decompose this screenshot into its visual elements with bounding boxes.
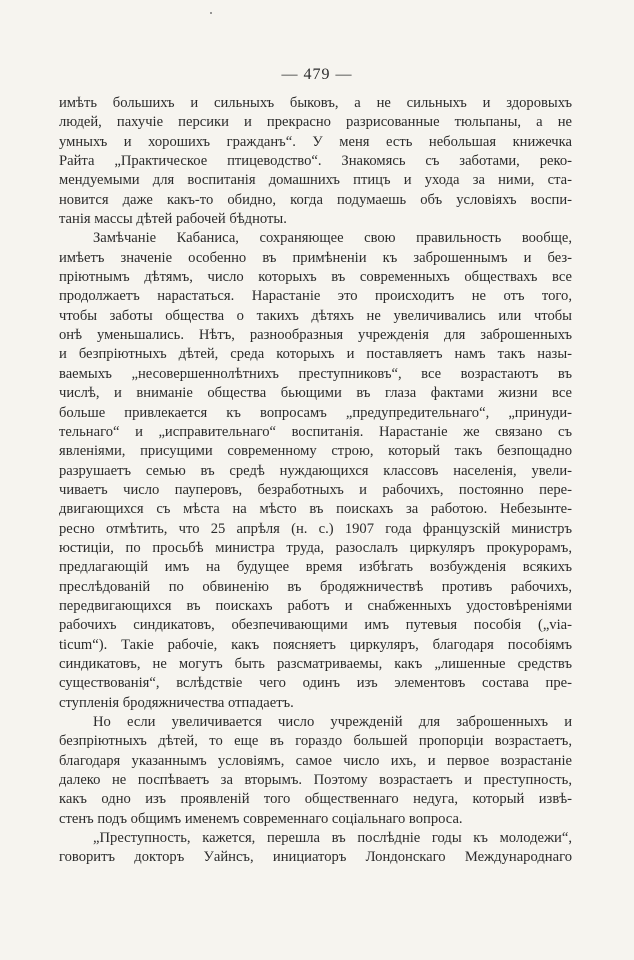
text-line: Райта „Практическое птицеводство“. Знакомясь съ заботами, реко- bbox=[59, 153, 572, 170]
text-line: разрушаетъ семью въ средѣ нуждающихся классовъ населенія, увели- bbox=[59, 462, 572, 479]
text-line: Замѣчаніе Кабаниса, сохраняющее свою правильность вообще, bbox=[93, 230, 572, 247]
text-line: „Преступность, кажется, перешла въ послѣдніе годы къ молодежи“, bbox=[93, 830, 572, 847]
text-line: пріютнымъ дѣтямъ, число которыхъ въ современныхъ обществахъ все bbox=[59, 269, 572, 286]
text-line: чиваетъ число пауперовъ, безработныхъ и рабочихъ, постоянно пере- bbox=[59, 481, 572, 498]
text-line: ticum“). Такіе рабочіе, какъ поясняетъ циркуляръ, благодаря пособіямъ bbox=[59, 636, 572, 653]
text-line: имѣть большихъ и сильныхъ быковъ, а не сильныхъ и здоровыхъ bbox=[59, 95, 572, 111]
text-line: имѣетъ значеніе особенно въ примѣненіи къ заброшеннымъ и без- bbox=[59, 249, 572, 266]
text-line: чтобы заботы общества о такихъ дѣтяхъ не увеличивались или чтобы bbox=[59, 307, 572, 324]
text-line: тельнаго“ и „исправительнаго“ воспитанія. Нарастаніе же связано съ bbox=[59, 423, 572, 440]
text-line: числѣ, и вниманіе общества бьющими въ глаза фактами жизни все bbox=[59, 385, 572, 402]
text-line: танія массы дѣтей рабочей бѣдноты. bbox=[59, 211, 287, 228]
text-line: говоритъ докторъ Уайнсъ, инициаторъ Лондонскаго Международнаго bbox=[59, 849, 572, 866]
text-line: онѣ уменьшались. Нѣтъ, разнообразныя учрежденія для заброшенныхъ bbox=[59, 327, 572, 344]
text-line: преслѣдованій по обвиненію въ бродяжничествѣ противъ рабочихъ, bbox=[59, 578, 572, 595]
text-line: умныхъ и хорошихъ гражданъ“. У меня есть небольшая книжечка bbox=[59, 133, 572, 150]
text-line: рабочихъ синдикатовъ, обезпечивающими имъ путевыя пособія („via- bbox=[59, 617, 572, 634]
text-line: и безпріютныхъ дѣтей, среда которыхъ и поставляетъ намъ такъ назы- bbox=[59, 346, 572, 363]
text-line: какъ одно изъ проявленій того общественнаго недуга, который извѣ- bbox=[59, 791, 572, 808]
text-line: ресно отмѣтить, что 25 апрѣля (н. с.) 1907 года французскій министръ bbox=[59, 520, 572, 537]
text-line: синдикатовъ, не могутъ быть разсматриваемы, какъ „лишенные средствъ bbox=[59, 655, 572, 672]
text-line: юстиціи, по просьбѣ министра труда, разослалъ циркуляръ прокурорамъ, bbox=[59, 539, 572, 556]
text-line: больше привлекается къ вопросамъ „предупредительнаго“, „принуди- bbox=[59, 404, 572, 421]
text-line: продолжаетъ нарастаться. Нарастаніе это происходитъ не отъ того, bbox=[59, 288, 572, 305]
text-line: стенъ подъ общимъ именемъ современнаго соціальнаго вопроса. bbox=[59, 810, 463, 827]
text-line: новится даже какъ-то обидно, когда подумаешь объ условіяхъ воспи- bbox=[59, 191, 572, 208]
text-line: передвигающихся въ поискахъ работъ и снабженныхъ удостовѣреніями bbox=[59, 597, 572, 614]
text-line: двигающихся съ мѣста на мѣсто въ поискахъ за работою. Небезынте- bbox=[59, 501, 572, 518]
text-line: далеко не поспѣваетъ за вторымъ. Поэтому возрастаетъ и преступность, bbox=[59, 772, 572, 789]
text-line: людей, пахучіе персики и прекрасно разрисованные тюльпаны, а не bbox=[59, 114, 572, 131]
text-line: благодаря указаннымъ условіямъ, самое число ихъ, и первое возрастаніе bbox=[59, 752, 572, 769]
text-line: Но если увеличивается число учрежденій для заброшенныхъ и bbox=[93, 714, 572, 730]
text-line: ваемыхъ „несовершеннолѣтнихъ преступниковъ“, все возрастаютъ въ bbox=[59, 365, 572, 382]
text-line: предлагающій имъ на будущее время избѣгать возбужденія всякихъ bbox=[59, 559, 572, 576]
text-line: явленіями, присущими современному строю, который такъ безпощадно bbox=[59, 443, 572, 460]
text-line: существованія“, вслѣдствіе чего одинъ изъ элементовъ состава пре- bbox=[59, 675, 572, 692]
page-number: — 479 — bbox=[281, 66, 353, 83]
paper-speck bbox=[210, 12, 212, 14]
text-body bbox=[59, 94, 572, 868]
text-line: мендуемыми для воспитанія домашнихъ птицъ и ухода за ними, ста- bbox=[59, 172, 572, 189]
text-line: ступленія бродяжничества отпадаетъ. bbox=[59, 694, 294, 711]
text-line: безпріютныхъ дѣтей, то еще въ гораздо большей пропорціи возрастаетъ, bbox=[59, 733, 572, 750]
